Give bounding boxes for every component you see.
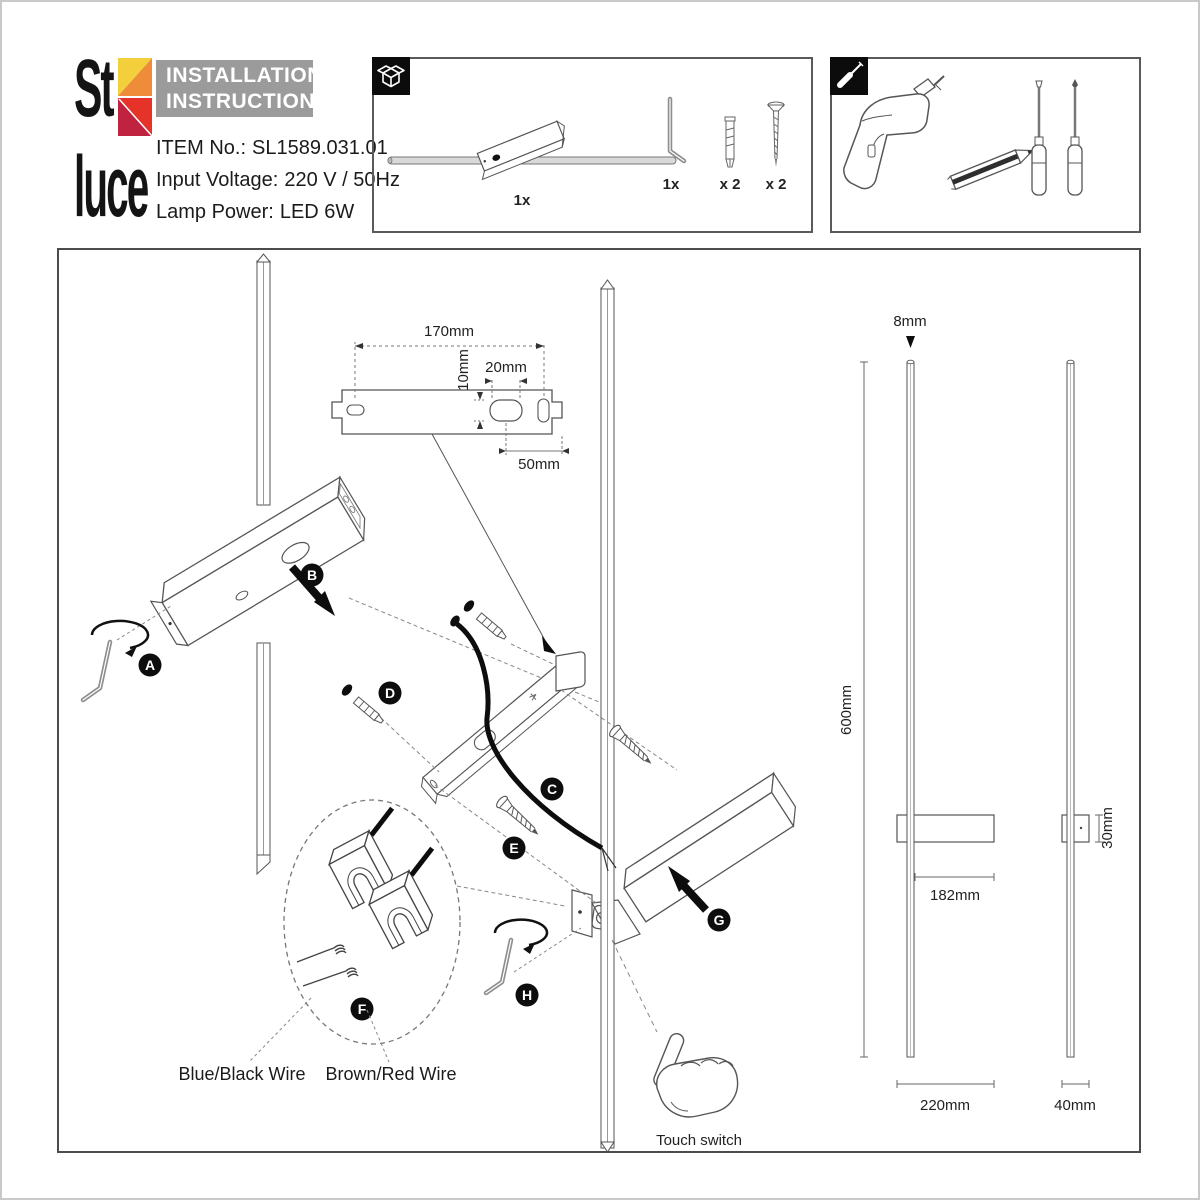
dim-8mm: 8mm: [893, 313, 927, 330]
step-badge-d: [379, 682, 402, 705]
bracket-leader-arrow: [542, 636, 556, 654]
item-number-label: ITEM No.:: [156, 137, 247, 159]
logo-text-luce: [74, 139, 148, 226]
svg-text:H: H: [521, 987, 533, 1003]
hex-key-qty: 1x: [662, 176, 680, 193]
dim-10mm: 10mm: [455, 349, 472, 391]
pencil-drawing: [947, 144, 1036, 191]
anchors-qty: x 2: [719, 176, 741, 193]
step-badge-a: [139, 654, 162, 677]
svg-text:A: A: [144, 657, 156, 673]
dim-600mm: 600mm: [838, 684, 855, 736]
svg-text:C: C: [546, 781, 558, 797]
leader-brown-red: [367, 1010, 389, 1062]
logo-text-st: [74, 56, 114, 134]
dim-50mm: 50mm: [518, 456, 560, 473]
dim-220mm: 220mm: [919, 1097, 971, 1114]
guide-touch: [612, 940, 657, 1032]
voltage-label: Input Voltage:: [156, 169, 279, 191]
voltage-value: 220 V / 50Hz: [284, 169, 400, 191]
screw-drawing: [768, 102, 784, 167]
item-number-value: SL1589.031.01: [252, 137, 388, 159]
dim-170mm: 170mm: [423, 323, 475, 340]
anchor-d: [340, 682, 385, 724]
item-number-row: [156, 137, 400, 160]
power-label: Lamp Power:: [156, 201, 274, 223]
step-badge-c: [541, 778, 564, 801]
phillips-screwdriver-drawing: [1068, 79, 1082, 195]
installation-title: [156, 60, 330, 117]
package-contents-box: [372, 57, 813, 233]
anchor-drawing: [725, 117, 735, 167]
product-info: [156, 137, 400, 233]
brown-red-wire-label: Brown/Red Wire: [325, 1064, 457, 1084]
dim-30mm: 30mm: [1099, 807, 1116, 849]
dim-20mm: 20mm: [485, 359, 527, 376]
step-badge-h: [516, 984, 539, 1007]
title-line-1: INSTALLATION: [166, 64, 323, 87]
guide-circle-to-base: [457, 886, 565, 906]
blue-black-wire-label: Blue/Black Wire: [178, 1064, 306, 1084]
screw-e2: [608, 723, 656, 769]
lamp-body-right: [616, 773, 804, 922]
logo-mark: [118, 58, 152, 136]
svg-text:St: St: [74, 56, 113, 134]
tools-needed-box: [830, 57, 1141, 233]
lamp-qty: 1x: [513, 192, 531, 209]
junction-box: [556, 652, 585, 691]
hex-key-h: [486, 920, 547, 993]
flat-screwdriver-drawing: [1032, 81, 1046, 195]
screwdriver-icon: [830, 57, 868, 95]
svg-text:F: F: [357, 1001, 367, 1017]
package-icon: [372, 57, 410, 95]
installation-diagram: [57, 248, 1141, 1153]
hex-key-drawing: [670, 99, 684, 161]
hex-key-a: [83, 621, 148, 700]
title-line-2: INSTRUCTIONS: [166, 90, 330, 113]
guide-a: [117, 606, 171, 640]
dimension-views: [860, 336, 1103, 1088]
svg-text:D: D: [384, 685, 396, 701]
svg-text:B: B: [306, 567, 318, 583]
touch-switch-label: Touch switch: [656, 1132, 742, 1149]
lamp-drawing: [388, 119, 676, 186]
guide-anchor-d: [381, 718, 439, 772]
dim-182mm: 182mm: [929, 887, 981, 904]
bracket-top-view: [332, 390, 562, 434]
svg-text:luce: luce: [74, 139, 148, 226]
svg-text:E: E: [509, 840, 519, 856]
power-value: LED 6W: [279, 201, 355, 223]
centre-lamp-rod: [601, 280, 614, 1151]
voltage-row: [156, 169, 400, 192]
step-badge-g: [708, 909, 731, 932]
dim-40mm: 40mm: [1054, 1097, 1096, 1114]
brand-logo: [74, 56, 154, 226]
screws-qty: x 2: [765, 176, 787, 193]
svg-text:G: G: [713, 912, 725, 928]
leader-blue-black: [249, 998, 311, 1062]
step-badge-e: [503, 837, 526, 860]
bare-wires: [297, 945, 358, 986]
power-row: [156, 201, 400, 224]
hand-drawing: [652, 1032, 738, 1117]
step-badge-b: [301, 564, 324, 587]
